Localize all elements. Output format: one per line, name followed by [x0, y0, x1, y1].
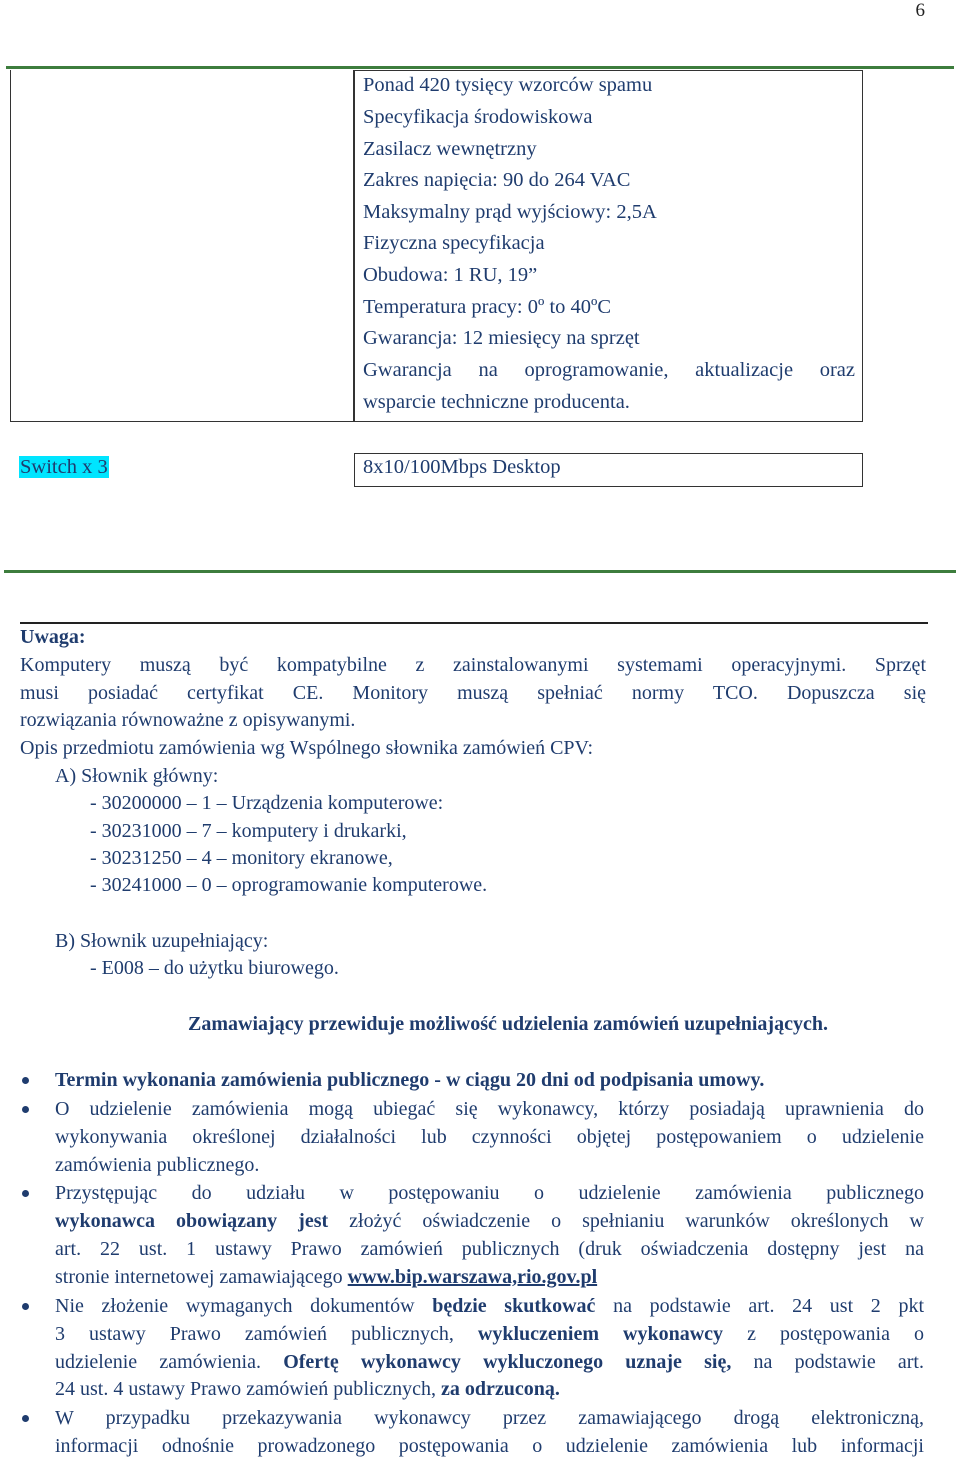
bullet-line: zamówienia publicznego.: [55, 1154, 260, 1176]
bullet-line: informacji odnośnie prowadzonego postępowania o udzielenie zamówienia lub informacji: [55, 1435, 924, 1457]
spec-line: Maksymalny prąd wyjściowy: 2,5A: [363, 201, 657, 223]
switch-label-cell: [19, 456, 109, 479]
spec-line: Gwarancja: 12 miesięcy na sprzęt: [363, 327, 640, 349]
note-rule: [20, 622, 928, 624]
spec-line: Zasilacz wewnętrzny: [363, 138, 537, 160]
spec-line: Specyfikacja środowiskowa: [363, 106, 593, 128]
bullet-deadline: Termin wykonania zamówienia publicznego - w ciągu 20 dni od podpisania umowy.: [55, 1069, 765, 1091]
bold-run: wykonawca obowiązany jest: [55, 1210, 329, 1232]
bullet-icon: [22, 1415, 29, 1422]
switch-value: 8x10/100Mbps Desktop: [363, 456, 561, 478]
bullet-icon: [22, 1190, 29, 1197]
mid-divider: [4, 570, 956, 573]
bullet-line: art. 22 ust. 1 ustawy Prawo zamówień publicznych (druk oświadczenia dostępny jest na: [55, 1238, 924, 1260]
note-line: Komputery muszą być kompatybilne z zainstalowanymi systemami operacyjnymi. Sprzęt: [20, 654, 926, 676]
bold-run: za odrzuconą.: [441, 1378, 560, 1400]
bullet-line: [55, 1378, 560, 1401]
bullet-icon: [22, 1077, 29, 1084]
cpv-item: - 30200000 – 1 – Urządzenia komputerowe:: [90, 792, 444, 814]
spec-left-cell: [10, 70, 354, 422]
text-run: na podstawie art.: [731, 1351, 924, 1373]
spec-line: Ponad 420 tysięcy wzorców spamu: [363, 74, 653, 96]
spec-line: wsparcie techniczne producenta.: [363, 391, 630, 413]
note-line: Opis przedmiotu zamówienia wg Wspólnego słownika zamówień CPV:: [20, 737, 594, 759]
bullet-line: W przypadku przekazywania wykonawcy przez zamawiającego drogą elektroniczną,: [55, 1407, 924, 1429]
bullet-line: [55, 1210, 924, 1233]
spec-line: Obudowa: 1 RU, 19”: [363, 264, 538, 286]
text-run: na podstawie art. 24 ust 2 pkt: [595, 1295, 925, 1317]
text-run: Nie złożenie wymaganych dokumentów: [55, 1295, 433, 1317]
note-line: musi posiadać certyfikat CE. Monitory muszą spełniać normy TCO. Dopuszcza się: [20, 682, 926, 704]
cpv-item: - 30241000 – 0 – oprogramowanie komputerowe.: [90, 874, 488, 896]
cpv-item: - 30231000 – 7 – komputery i drukarki,: [90, 820, 407, 842]
bullet-line: [55, 1351, 924, 1374]
bullet-line: [55, 1295, 924, 1318]
text-run: 3 ustawy Prawo zamówień publicznych,: [55, 1323, 478, 1345]
text-run: 24 ust. 4 ustawy Prawo zamówień publicznych,: [55, 1378, 442, 1400]
text-run: złożyć oświadczenie o spełnianiu warunków określonych w: [328, 1210, 924, 1232]
text-run: stronie internetowej zamawiającego: [55, 1266, 348, 1288]
bullet-line: Przystępując do udziału w postępowaniu o udzielenie zamówienia publicznego: [55, 1182, 924, 1204]
bip-link[interactable]: www.bip.warszawa,rio.gov.pl: [347, 1266, 598, 1288]
bullet-line: wykonywania określonej działalności lub czynności objętej postępowaniem o udzielenie: [55, 1126, 924, 1148]
cpv-item: - 30231250 – 4 – monitory ekranowe,: [90, 847, 393, 869]
bullet-line: [55, 1323, 924, 1346]
note-heading: Uwaga:: [20, 626, 86, 648]
bullet-icon: [22, 1106, 29, 1113]
cpv-supp-heading: B) Słownik uzupełniający:: [55, 930, 269, 952]
text-run: z postępowania o: [723, 1323, 924, 1345]
spec-line: Fizyczna specyfikacja: [363, 232, 545, 254]
bold-run: Ofertę wykonawcy wykluczonego uznaje się,: [283, 1351, 732, 1373]
switch-label: Switch x 3: [20, 456, 108, 478]
text-run: udzielenie zamówienia.: [55, 1351, 284, 1373]
spec-line: Zakres napięcia: 90 do 264 VAC: [363, 169, 631, 191]
spec-line: Gwarancja na oprogramowanie, aktualizacje oraz: [363, 359, 855, 381]
page-number: 6: [915, 0, 925, 21]
bullet-icon: [22, 1303, 29, 1310]
note-line: rozwiązania równoważne z opisywanymi.: [20, 709, 356, 731]
supplementary-orders-note: Zamawiający przewiduje możliwość udzielenia zamówień uzupełniających.: [188, 1013, 828, 1035]
bullet-line: [55, 1266, 597, 1289]
cpv-main-heading: A) Słownik główny:: [55, 765, 219, 787]
top-divider: [6, 66, 954, 69]
bold-run: wykluczeniem wykonawcy: [477, 1323, 724, 1345]
bullet-line: O udzielenie zamówienia mogą ubiegać się wykonawcy, którzy posiadają uprawnienia do: [55, 1098, 924, 1120]
cpv-item: - E008 – do użytku biurowego.: [90, 957, 339, 979]
bold-run: będzie skutkować: [432, 1295, 596, 1317]
spec-line: Temperatura pracy: 0º to 40ºC: [363, 296, 612, 318]
